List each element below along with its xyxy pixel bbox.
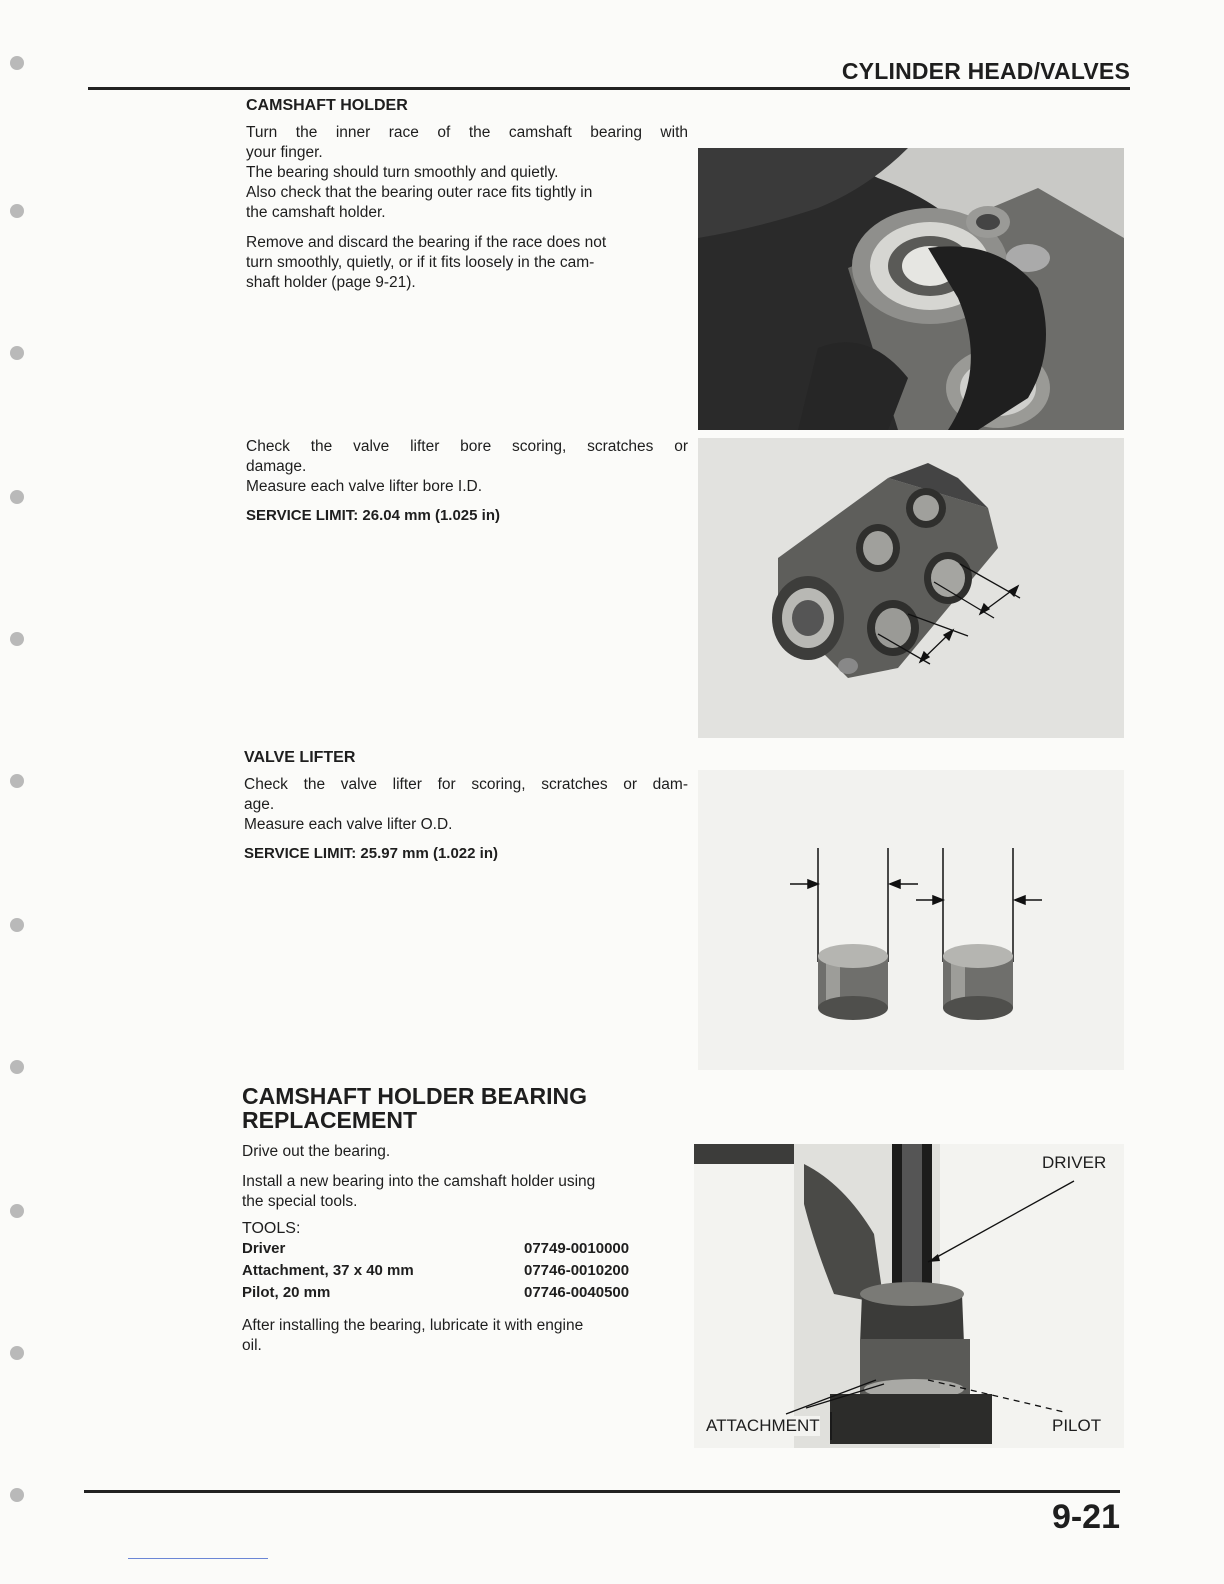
tool-part-number: 07749-0010000	[524, 1240, 630, 1257]
body-line: Install a new bearing into the camshaft holder using	[242, 1173, 596, 1190]
body-line: your finger.	[246, 144, 323, 161]
service-limit: SERVICE LIMIT: 26.04 mm (1.025 in)	[246, 507, 500, 524]
tool-part-number: 07746-0010200	[524, 1262, 630, 1279]
lifter-bore-photo-art	[698, 438, 1124, 738]
tools-table	[242, 1240, 629, 1306]
binder-hole	[10, 204, 24, 218]
tool-name: Driver	[242, 1240, 286, 1257]
footer-rule	[84, 1490, 1120, 1493]
callout-pilot: PILOT	[1052, 1416, 1102, 1435]
body-line: the special tools.	[242, 1193, 358, 1210]
tool-name: Attachment, 37 x 40 mm	[242, 1262, 414, 1279]
table-row	[242, 1262, 629, 1284]
body-line: Check the valve lifter for scoring, scratches or dam-	[244, 776, 688, 793]
callout-attachment: ATTACHMENT	[706, 1416, 820, 1435]
bearing-replacement-section	[242, 1084, 688, 1356]
body-line: damage.	[246, 458, 307, 475]
binder-hole	[10, 1204, 24, 1218]
body-line: shaft holder (page 9-21).	[246, 274, 416, 291]
binder-hole	[10, 918, 24, 932]
tool-part-number: 07746-0040500	[524, 1284, 630, 1301]
binder-hole	[10, 1488, 24, 1502]
bearing-photo	[698, 148, 1124, 430]
valve-lifter-section	[244, 749, 688, 862]
body-line: Drive out the bearing.	[242, 1143, 391, 1160]
driver-photo-art	[694, 1144, 1124, 1448]
binder-hole	[10, 346, 24, 360]
section-heading: VALVE LIFTER	[244, 749, 356, 766]
binder-hole	[10, 1346, 24, 1360]
section-title: REPLACEMENT	[242, 1107, 418, 1133]
body-line: Check the valve lifter bore scoring, scratches or	[246, 438, 688, 455]
tool-name: Pilot, 20 mm	[242, 1284, 331, 1301]
camshaft-holder-section	[246, 97, 688, 293]
bearing-photo-art	[698, 148, 1124, 430]
running-head: CYLINDER HEAD/VALVES	[841, 58, 1130, 84]
page-number: 9-21	[1051, 1498, 1120, 1536]
section-title: CAMSHAFT HOLDER BEARING	[242, 1083, 587, 1109]
lifter-bore-photo	[698, 438, 1124, 738]
body-line: Turn the inner race of the camshaft bearing with	[246, 124, 688, 141]
scan-artifact-line	[128, 1558, 268, 1559]
driver-photo-figure	[694, 1144, 1124, 1448]
binder-hole	[10, 774, 24, 788]
header-rule	[88, 87, 1130, 90]
tools-label: TOOLS:	[242, 1220, 301, 1237]
service-limit: SERVICE LIMIT: 25.97 mm (1.022 in)	[244, 845, 498, 862]
table-row	[242, 1240, 629, 1262]
body-line: turn smoothly, quietly, or if it fits loosely in the cam-	[246, 254, 595, 271]
binder-hole	[10, 56, 24, 70]
body-line: Remove and discard the bearing if the race does not	[246, 234, 607, 251]
binder-hole	[10, 632, 24, 646]
binder-hole	[10, 490, 24, 504]
valve-lifter-figure-art	[698, 770, 1124, 1070]
table-row	[242, 1284, 629, 1306]
body-line: The bearing should turn smoothly and quietly.	[246, 164, 559, 181]
lifter-bore-section	[246, 437, 688, 524]
body-line: Measure each valve lifter O.D.	[244, 816, 453, 833]
callout-driver: DRIVER	[1042, 1153, 1107, 1172]
body-line: After installing the bearing, lubricate it with engine	[242, 1317, 584, 1334]
valve-lifter-figure	[698, 770, 1124, 1070]
body-line: Also check that the bearing outer race fits tightly in	[246, 184, 593, 201]
binder-hole	[10, 1060, 24, 1074]
section-heading: CAMSHAFT HOLDER	[246, 97, 408, 114]
body-line: oil.	[242, 1337, 262, 1354]
body-line: age.	[244, 796, 275, 813]
body-line: the camshaft holder.	[246, 204, 386, 221]
body-line: Measure each valve lifter bore I.D.	[246, 478, 483, 495]
